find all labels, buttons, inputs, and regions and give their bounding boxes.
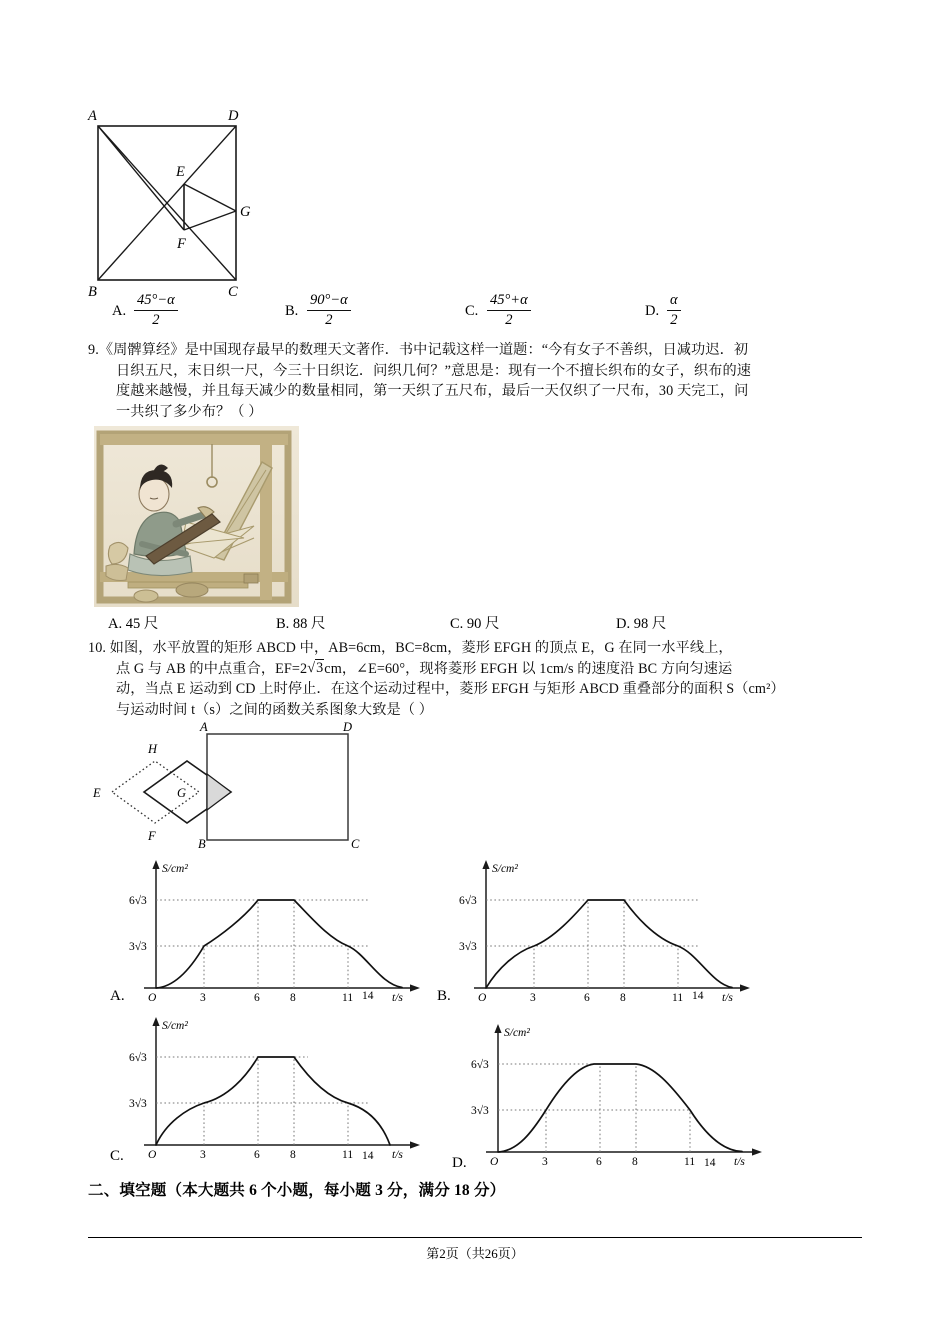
q10-option-b-graph[interactable] bbox=[458, 858, 768, 1006]
q10-label-E: E bbox=[93, 786, 101, 800]
q10-line-3: 动，当点 E 运动到 CD 上时停止．在这个运动过程中，菱形 EFGH 与矩形 ABCD 重叠部分的面积 S（cm²） bbox=[116, 681, 785, 697]
q10-line-2: 点 G 与 AB 的中点重合，EF=2√3cm，∠E=60°，现将菱形 EFGH 以 1cm/s 的速度沿 BC 方向匀速运 bbox=[116, 659, 733, 677]
graph-b-ytick-0: 3√3 bbox=[459, 941, 477, 953]
q10-sqrt-radicand: 3 bbox=[316, 659, 324, 676]
q9-choice-a-letter: A. bbox=[108, 616, 123, 632]
q8-choice-a-denominator: 2 bbox=[152, 312, 160, 328]
q10-geometry-figure bbox=[85, 720, 385, 851]
graph-c-ytick-0: 3√3 bbox=[129, 1098, 147, 1110]
graph-d-xtick-0: 3 bbox=[542, 1156, 548, 1168]
q9-line-3: 度越来越慢，并且每天减少的数量相同，第一天织了五尺布，最后一天仅织了一尺布，30 天完工，问 bbox=[116, 383, 749, 399]
graph-a-xtick-3: 11 bbox=[342, 992, 354, 1004]
q8-choice-b-numerator: 90°−α bbox=[307, 292, 351, 311]
graph-b-xtick-1: 6 bbox=[584, 992, 590, 1004]
q9-choice-b[interactable] bbox=[276, 612, 326, 633]
q10-option-a-letter[interactable]: A. bbox=[110, 988, 125, 1004]
q8-choice-d-denominator: 2 bbox=[670, 312, 678, 328]
q8-label-F: F bbox=[177, 236, 186, 252]
graph-a-ytick-0: 3√3 bbox=[129, 941, 147, 953]
q9-line-1: 9.《周髀算经》是中国现存最早的数理天文著作．书中记载这样一道题：“今有女子不善织，日减功迟．初 bbox=[88, 342, 749, 358]
graph-c-origin: O bbox=[148, 1149, 157, 1161]
graph-d-ytick-0: 3√3 bbox=[471, 1105, 489, 1117]
graph-c-ylabel: S/cm² bbox=[162, 1020, 188, 1032]
q10-option-a-graph[interactable] bbox=[128, 858, 438, 1006]
graph-b-xtick-3: 11 bbox=[672, 992, 684, 1004]
q10-option-d-letter[interactable]: D. bbox=[452, 1155, 467, 1171]
page-footer: 第2页（共26页） bbox=[426, 1246, 524, 1261]
graph-d-ylabel: S/cm² bbox=[504, 1027, 530, 1039]
q9-choice-a[interactable] bbox=[108, 612, 158, 633]
footer-divider bbox=[88, 1237, 862, 1238]
q10-label-D: D bbox=[343, 720, 353, 734]
q8-label-B: B bbox=[88, 284, 97, 300]
q9-choice-c-value: 90 尺 bbox=[466, 616, 500, 632]
q8-choice-c-numerator: 45°+α bbox=[487, 292, 531, 311]
q10-label-B: B bbox=[198, 837, 206, 851]
graph-d-xtick-14: 14 bbox=[704, 1157, 716, 1169]
q8-choice-d-numerator: α bbox=[667, 292, 681, 311]
q9-choice-c-letter: C. bbox=[450, 616, 464, 632]
q8-label-E: E bbox=[176, 164, 185, 180]
q10-line-2-part-a: 点 G 与 AB 的中点重合，EF=2 bbox=[116, 660, 308, 677]
q9-choice-c[interactable] bbox=[450, 612, 500, 633]
graph-b-xlabel: t/s bbox=[722, 992, 733, 1004]
graph-b-xtick-2: 8 bbox=[620, 992, 626, 1004]
q8-label-C: C bbox=[228, 284, 238, 300]
graph-b-origin: O bbox=[478, 992, 487, 1004]
q10-label-C: C bbox=[351, 837, 360, 851]
q8-label-G: G bbox=[240, 204, 251, 220]
graph-d-ytick-1: 6√3 bbox=[471, 1059, 489, 1071]
q10-label-H: H bbox=[148, 742, 158, 756]
graph-c-xtick-0: 3 bbox=[200, 1149, 206, 1161]
section-heading-fill-in-blank: 二、填空题（本大题共 6 个小题，每小题 3 分，满分 18 分） bbox=[88, 1182, 506, 1199]
graph-a-xlabel: t/s bbox=[392, 992, 403, 1004]
graph-b-ylabel: S/cm² bbox=[492, 863, 518, 875]
q10-line-1: 10. 如图，水平放置的矩形 ABCD 中，AB=6cm，BC=8cm，菱形 EFGH 的顶点 E，G 在同一水平线上， bbox=[88, 640, 733, 656]
q8-geometry-figure bbox=[88, 108, 258, 298]
q9-line-4: 一共织了多少布？（ ） bbox=[116, 403, 263, 420]
q8-choice-a-letter: A. bbox=[112, 303, 127, 319]
q9-choice-d-letter: D. bbox=[616, 616, 631, 632]
q8-choice-c-denominator: 2 bbox=[505, 312, 513, 328]
graph-d-origin: O bbox=[490, 1156, 499, 1168]
graph-b-ytick-1: 6√3 bbox=[459, 895, 477, 907]
q8-choice-c-letter: C. bbox=[465, 303, 479, 319]
q10-option-c-letter[interactable]: C. bbox=[110, 1148, 124, 1164]
graph-a-xtick-1: 6 bbox=[254, 992, 260, 1004]
graph-a-ytick-1: 6√3 bbox=[129, 895, 147, 907]
graph-a-ylabel: S/cm² bbox=[162, 863, 188, 875]
graph-d-xtick-2: 8 bbox=[632, 1156, 638, 1168]
graph-d-xlabel: t/s bbox=[734, 1156, 745, 1168]
q8-choice-a-numerator: 45°−α bbox=[134, 292, 178, 311]
q8-choice-b-letter: B. bbox=[285, 303, 299, 319]
q9-choice-b-letter: B. bbox=[276, 616, 290, 632]
q10-option-b-letter[interactable]: B. bbox=[437, 988, 451, 1004]
graph-c-xtick-1: 6 bbox=[254, 1149, 260, 1161]
q9-weaving-painting bbox=[94, 426, 299, 607]
graph-d-xtick-1: 6 bbox=[596, 1156, 602, 1168]
q8-label-A: A bbox=[88, 108, 97, 124]
q10-option-d-graph[interactable] bbox=[470, 1022, 780, 1170]
q10-label-A: A bbox=[200, 720, 208, 734]
q10-option-c-graph[interactable] bbox=[128, 1015, 438, 1163]
graph-c-xlabel: t/s bbox=[392, 1149, 403, 1161]
q8-label-D: D bbox=[228, 108, 239, 124]
graph-c-xtick-14: 14 bbox=[362, 1150, 374, 1162]
q10-line-2-part-b: cm，∠E=60°，现将菱形 EFGH 以 1cm/s 的速度沿 BC 方向匀速运 bbox=[324, 660, 733, 677]
graph-b-xtick-0: 3 bbox=[530, 992, 536, 1004]
q9-choice-a-value: 45 尺 bbox=[125, 616, 159, 632]
q8-answer-choices bbox=[100, 292, 880, 336]
q10-label-F: F bbox=[148, 829, 156, 843]
q9-choice-d-value: 98 尺 bbox=[633, 616, 667, 632]
graph-a-xtick-0: 3 bbox=[200, 992, 206, 1004]
q9-line-2: 日织五尺，末日织一尺，今三十日织讫．问织几何？”意思是：现有一个不擅长织布的女子，织布的速 bbox=[116, 362, 752, 379]
graph-c-xtick-2: 8 bbox=[290, 1149, 296, 1161]
q8-choice-d-letter: D. bbox=[645, 303, 660, 319]
graph-a-origin: O bbox=[148, 992, 157, 1004]
q8-choice-b-denominator: 2 bbox=[325, 312, 333, 328]
q9-choice-d[interactable] bbox=[616, 612, 666, 633]
q10-label-G: G bbox=[177, 786, 187, 800]
graph-b-xtick-14: 14 bbox=[692, 990, 704, 1002]
q10-line-4: 与运动时间 t（s）之间的函数关系图象大致是（ ） bbox=[116, 701, 433, 718]
graph-c-xtick-3: 11 bbox=[342, 1149, 354, 1161]
graph-a-xtick-14: 14 bbox=[362, 990, 374, 1002]
graph-a-xtick-2: 8 bbox=[290, 992, 296, 1004]
graph-d-xtick-3: 11 bbox=[684, 1156, 696, 1168]
q9-choice-b-value: 88 尺 bbox=[292, 616, 326, 632]
graph-c-ytick-1: 6√3 bbox=[129, 1052, 147, 1064]
